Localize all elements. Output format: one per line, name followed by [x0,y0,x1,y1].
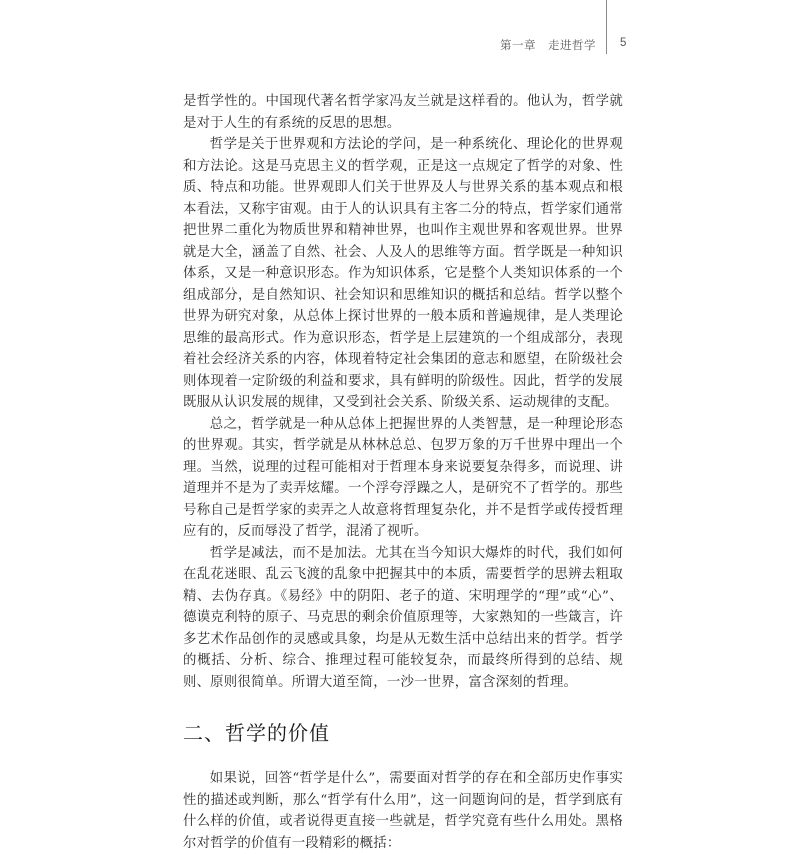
page-number: 5 [620,37,627,49]
page-body [183,91,623,854]
paragraph: 哲学是减法，而不是加法。尤其在当今知识大爆炸的时代，我们如何在乱花迷眼、乱云飞渡的乱象中把握其中的本质，需要哲学的思辨去粗取精、去伪存真。《易经》中的阴阳、老子的道、宋明理学的“理”或“心”、德谟克利特的原子、马克思的剩余价值原理等，大家熟知的一些箴言，许多艺术作品创作的灵感或具象，均是从无数生活中总结出来的哲学。哲学的概括、分析、综合、推理过程可能较复杂，而最终所得到的总结、规则、原则很简单。所谓大道至简，一沙一世界，富含深刻的哲理。 [183,545,623,690]
header-divider-line [606,0,607,54]
section-heading: 二、哲学的价值 [183,721,330,745]
paragraph: 哲学是关于世界观和方法论的学问，是一种系统化、理论化的世界观和方法论。这是马克思主义的哲学观，正是这一点规定了哲学的对象、性质、特点和功能。世界观即人们关于世界及人与世界关系的基本观点和根本看法，又称宇宙观。由于人的认识具有主客二分的特点，哲学家们通常把世界二重化为物质世界和精神世界，也叫作主观世界和客观世界。世界就是大全，涵盖了自然、社会、人及人的思维等方面。哲学既是一种知识体系，又是一种意识形态。作为知识体系，它是整个人类知识体系的一个组成部分，是自然知识、社会知识和思维知识的概括和总结。哲学以整个世界为研究对象，从总体上探讨世界的一般本质和普遍规律，是人类理论思维的最高形式。作为意识形态，哲学是上层建筑的一个组成部分，表现着社会经济关系的内容，体现着特定社会集团的意志和愿望，在阶级社会则体现着一定阶级的利益和要求，具有鲜明的阶级性。因此，哲学的发展既服从认识发展的规律，又受到社会关系、阶级关系、运动规律的支配。 [183,137,623,410]
paragraph: 总之，哲学就是一种从总体上把握世界的人类智慧，是一种理论形态的世界观。其实，哲学就是从林林总总、包罗万象的万千世界中理出一个理。当然，说理的过程可能相对于哲理本身来说要复杂得多，而说理、讲道理并不是为了卖弄炫耀。一个浮夸浮躁之人，是研究不了哲学的。那些号称自己是哲学家的卖弄之人故意将哲理复杂化，并不是哲学或传授哲理应有的，反而辱没了哲学，混淆了视听。 [183,416,623,539]
paragraph: 如果说，回答“哲学是什么”，需要面对哲学的存在和全部历史作事实性的描述或判断，那么“哲学有什么用”，这一问题询问的是，哲学到底有什么样的价值，或者说得更直接一些就是，哲学究竟有些什么用处。黑格尔对哲学的价值有一段精彩的概括： [183,771,623,851]
paragraph: 是哲学性的。中国现代著名哲学家冯友兰就是这样看的。他认为，哲学就是对于人生的有系统的反思的思想。 [183,94,623,131]
running-head: 第一章 走进哲学 [500,38,596,52]
